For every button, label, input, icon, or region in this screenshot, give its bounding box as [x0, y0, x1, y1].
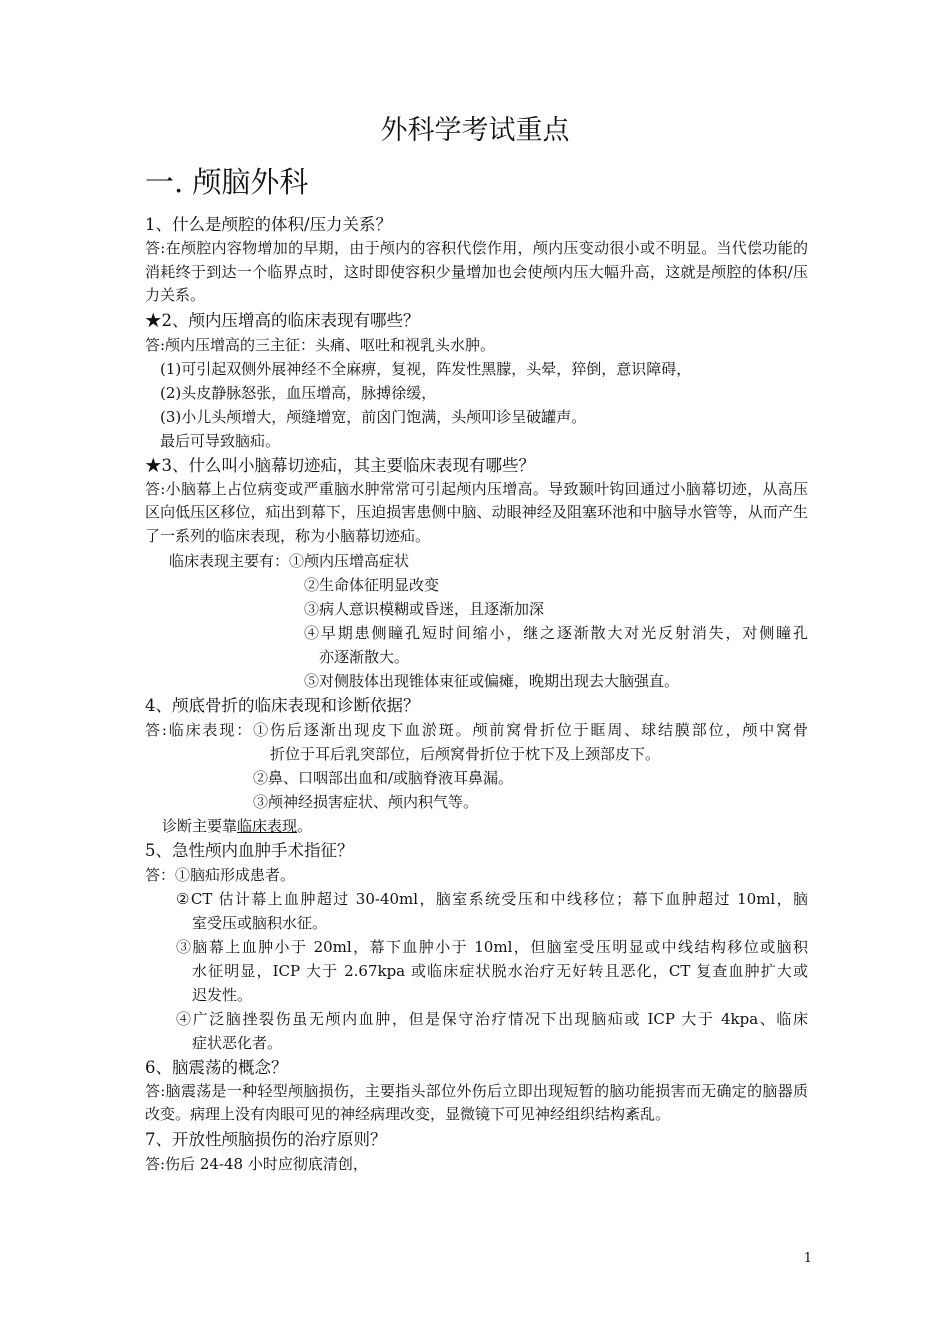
answer-7: 答:伤后 24-48 小时应彻底清创，: [145, 1154, 368, 1173]
answer-3-lead: 临床表现主要有：: [169, 551, 290, 570]
question-5: 5、急性颅内血肿手术指征？: [145, 840, 354, 860]
diagnosis-underlined: 临床表现: [237, 816, 298, 835]
answer-5-item-3: ③脑幕上血肿小于 20ml，幕下血肿小于 10ml，但脑室受压明显或中线结构移位或脑积: [176, 937, 808, 956]
diagnosis-text: 诊断主要靠: [162, 816, 238, 835]
answer-6: 答:脑震荡是一种轻型颅脑损伤，主要指头部位外伤后立即出现短暂的脑功能损害而无确定的脑器质改变。病理上没有肉眼可见的神经病理改变，显微镜下可见神经组织结构紊乱。: [145, 1081, 808, 1124]
question-4: 4、颅底骨折的临床表现和诊断依据？: [145, 695, 420, 715]
diagnosis-end: 。: [297, 816, 313, 835]
answer-5-item-2-cont: 室受压或脑积水征。: [192, 913, 328, 932]
answer-5-item-2: ②CT 估计幕上血肿超过 30-40ml，脑室系统受压和中线移位；幕下血肿超过 10ml，脑: [176, 889, 808, 908]
answer-5-item-3-cont-1: 水征明显，ICP 大于 2.67kpa 或临床症状脱水治疗无好转且恶化，CT 复查血肿扩大或: [192, 961, 808, 980]
answer-4-diagnosis: [145, 814, 808, 838]
answer-3-item-2: ②生命体征明显改变: [304, 575, 440, 594]
answer-3-item-line-1: [145, 549, 808, 573]
answer-5-item-1: 答：①脑疝形成患者。: [145, 865, 296, 884]
question-6: 6、脑震荡的概念？: [145, 1057, 288, 1077]
answer-1: 答:在颅腔内容物增加的早期，由于颅内的容积代偿作用，颅内压变动很小或不明显。当代偿功能的消耗终于到达一个临界点时，这时即使容积少量增加也会使颅内压大幅升高，这就是颅腔的体积/压力关系。: [145, 239, 808, 305]
answer-3-item-4: ④早期患侧瞳孔短时间缩小，继之逐渐散大对光反射消失，对侧瞳孔: [304, 623, 808, 642]
document-body: [145, 212, 808, 1176]
question-2: ★2、颅内压增高的临床表现有哪些？: [145, 310, 420, 330]
answer-3-item-1: ①颅内压增高症状: [289, 551, 410, 570]
answer-3-item-4-cont: 亦逐渐散大。: [319, 647, 410, 666]
answer-5-item-4: ④广泛脑挫裂伤虽无颅内血肿，但是保守治疗情况下出现脑疝或 ICP 大于 4kpa、临床: [176, 1009, 808, 1028]
answer-4-line-1: 答:临床表现：①伤后逐渐出现皮下血淤斑。颅前窝骨折位于眶周、球结膜部位，颅中窝骨: [145, 720, 808, 739]
document-title: 外科学考试重点: [380, 115, 570, 146]
answer-4-item-3: ③颅神经损害症状、颅内积气等。: [253, 792, 479, 811]
answer-3-item-5: ⑤对侧肢体出现锥体束征或偏瘫，晚期出现去大脑强直。: [304, 671, 680, 690]
answer-4-item-2: ②鼻、口咽部出血和/或脑脊液耳鼻漏。: [253, 768, 514, 787]
question-1: 1、什么是颅腔的体积/压力关系？: [145, 215, 393, 234]
answer-4-line-1-cont: 折位于耳后乳突部位，后颅窝骨折位于枕下及上颈部皮下。: [270, 744, 661, 763]
question-7: 7、开放性颅脑损伤的治疗原则？: [145, 1129, 387, 1149]
answer-2-tail: 最后可导致脑疝。: [160, 431, 281, 450]
page-number: 1: [803, 1251, 812, 1266]
answer-2-item-1: (1)可引起双侧外展神经不全麻痹，复视，阵发性黑朦，头晕，猝倒，意识障碍，: [160, 359, 692, 378]
answer-2-item-3: (3)小儿头颅增大，颅缝增宽，前囟门饱满，头颅叩诊呈破罐声。: [160, 407, 587, 426]
answer-5-item-4-cont: 症状恶化者。: [192, 1033, 283, 1052]
question-3: ★3、什么叫小脑幕切迹疝，其主要临床表现有哪些？: [145, 455, 535, 475]
answer-3: 答:小脑幕上占位病变或严重脑水肿常常可引起颅内压增高。导致颞叶钩回通过小脑幕切迹，从高压区向低压区移位，疝出到幕下，压迫损害患侧中脑、动眼神经及阻塞环池和中脑导水管等，从而产生了一系列的临床表现，称为小脑幕切迹疝。: [145, 479, 808, 545]
answer-5-item-3-cont-2: 迟发性。: [192, 985, 253, 1004]
answer-3-item-3: ③病人意识模糊或昏迷，且逐渐加深: [304, 599, 545, 618]
answer-2-intro: 答:颅内压增高的三主征：头痛、呕吐和视乳头水肿。: [145, 335, 496, 354]
section-heading: 一. 颅脑外科: [145, 165, 309, 199]
answer-2-item-2: (2)头皮静脉怒张，血压增高，脉搏徐缓，: [160, 383, 437, 402]
